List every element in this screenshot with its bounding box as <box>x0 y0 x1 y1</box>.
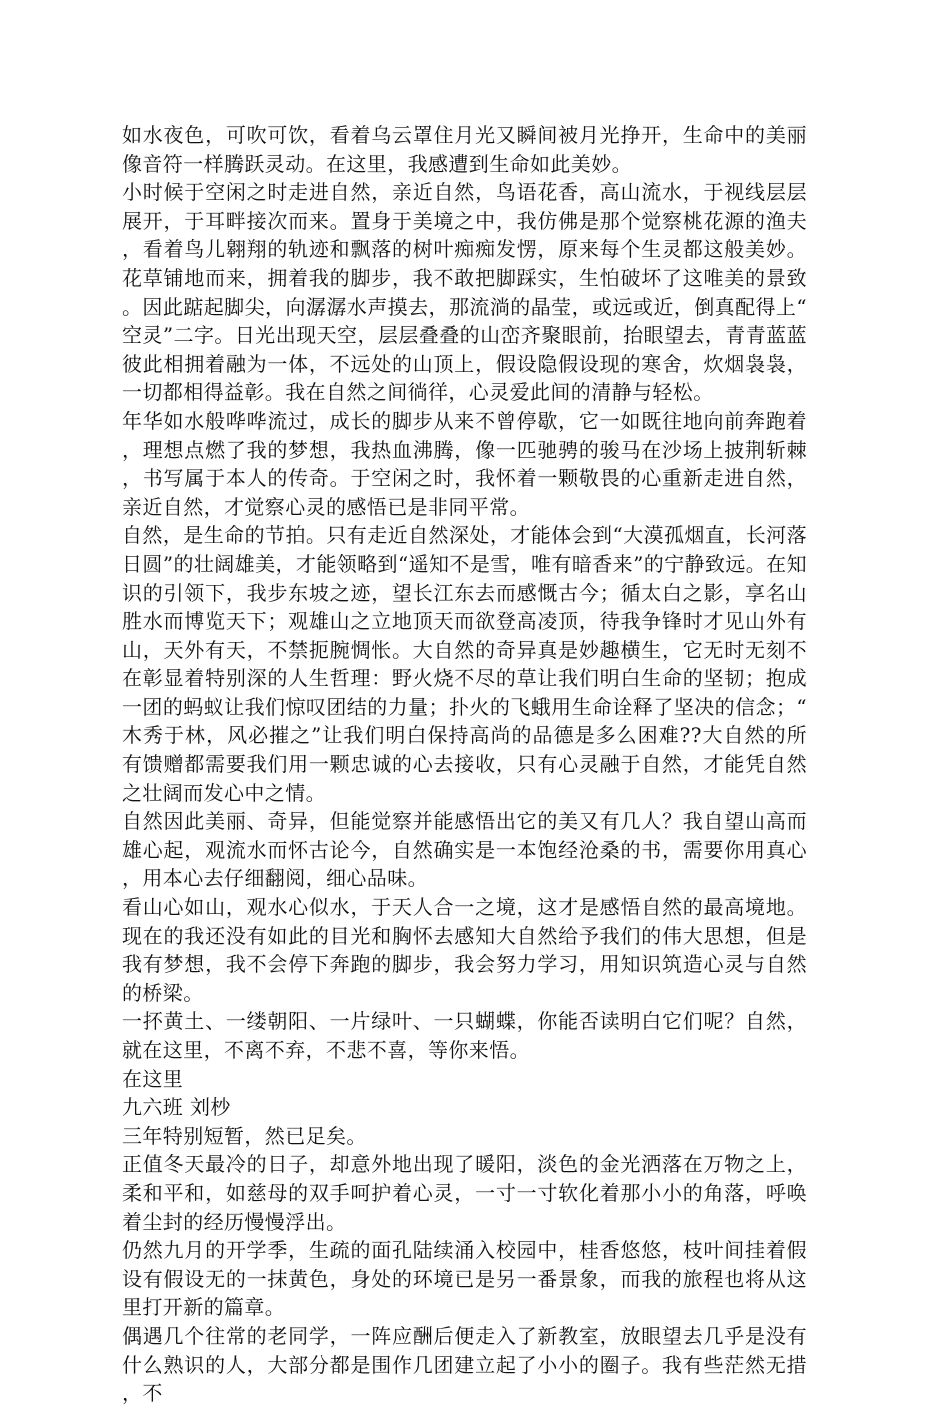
document-body <box>122 121 807 1408</box>
paragraph-new-classroom: 偶遇几个往常的老同学，一阵应酬后便走入了新教室，放眼望去几乎是没有什么熟识的人，大部分都是围作几团建立起了小小的圈子。我有些茫然无措，不 <box>122 1323 807 1406</box>
paragraph-youth-growth: 年华如水般哗哗流过，成长的脚步从来不曾停歇，它一如既往地向前奔跑着，理想点燃了我的梦想，我热血沸腾，像一匹驰骋的骏马在沙场上披荆斩棘，书写属于本人的传奇。于空闲之时，我怀着一颗敬畏的心重新走进自然，亲近自然，才觉察心灵的感悟已是非同平常。 <box>122 408 807 519</box>
paragraph-night-moon: 如水夜色，可吹可饮，看着乌云罩住月光又瞬间被月光挣开，生命中的美丽像音符一样腾跃灵动。在这里，我感遭到生命如此美妙。 <box>122 123 807 176</box>
essay-author: 九六班 刘杪 <box>122 1095 231 1120</box>
paragraph-highest-realm: 看山心如山，观水心似水，于天人合一之境，这才是感悟自然的最高境地。现在的我还没有如此的目光和胸怀去感知大自然给予我们的伟大思想，但是我有梦想，我不会停下奔跑的脚步，我会努力学习，用知识筑造心灵与自然的桥梁。 <box>122 895 807 1005</box>
paragraph-nature-rhythm: 自然，是生命的节拍。只有走近自然深处，才能体会到“大漠孤烟直，长河落日圆”的壮阔雄美，才能领略到“遥知不是雪，唯有暗香来”的宁静致远。在知识的引领下，我步东坡之迹，望长江东去而感慨古今；循太白之影，享名山胜水而博览天下；观雄山之立地顶天而欲登高凌顶，待我争锋时才见山外有山，天外有天，不禁扼腕惆怅。大自然的奇异真是妙趣横生，它无时无刻不在彰显着特别深的人生哲理：野火烧不尽的草让我们明白生命的坚韧；抱成一团的蚂蚁让我们惊叹团结的力量；扑火的飞蛾用生命诠释了坚决的信念；“木秀于林，风必摧之”让我们明白保持高尚的品德是多么困难??大自然的所有馈赠都需要我们用一颗忠诚的心去接收，只有心灵融于自然，才能凭自然之壮阔而发心中之情。 <box>122 523 807 805</box>
paragraph-three-years: 三年特别短暂，然已足矣。 <box>122 1123 367 1148</box>
paragraph-winter-sun: 正值冬天最冷的日子，却意外地出现了暖阳，淡色的金光洒落在万物之上，柔和平和，如慈母的双手呵护着心灵，一寸一寸软化着那小小的角落，呼唤着尘封的经历慢慢浮出。 <box>122 1152 807 1234</box>
essay-title: 在这里 <box>122 1066 184 1091</box>
paragraph-closing: 一抔黄土、一缕朝阳、一片绿叶、一只蝴蝶，你能否读明白它们呢？自然，就在这里，不离不弃，不悲不喜，等你来悟。 <box>122 1009 807 1062</box>
paragraph-childhood-nature: 小时候于空闲之时走进自然，亲近自然，鸟语花香，高山流水，于视线层层展开，于耳畔接次而来。置身于美境之中，我仿佛是那个觉察桃花源的渔夫，看着鸟儿翱翔的轨迹和飘落的树叶痴痴发愣，原来每个生灵都这般美妙。花草铺地而来，拥着我的脚步，我不敢把脚踩实，生怕破坏了这唯美的景致。因此踮起脚尖，向潺潺水声摸去，那流淌的晶莹，或远或近，倒真配得上“空灵”二字。日光出现天空，层层叠叠的山峦齐聚眼前，抬眼望去，青青蓝蓝彼此相拥着融为一体，不远处的山顶上，假设隐假设现的寒舍，炊烟袅袅，一切都相得益彰。我在自然之间徜徉，心灵爱此间的清静与轻松。 <box>122 180 807 405</box>
paragraph-nature-beauty: 自然因此美丽、奇异，但能觉察并能感悟出它的美又有几人？我自望山高而雄心起，观流水而怀古论今，自然确实是一本饱经沧桑的书，需要你用真心，用本心去仔细翻阅，细心品味。 <box>122 809 807 891</box>
paragraph-september: 仍然九月的开学季，生疏的面孔陆续涌入校园中，桂香悠悠，枝叶间挂着假设有假设无的一抹黄色，身处的环境已是另一番景象，而我的旅程也将从这里打开新的篇章。 <box>122 1238 807 1320</box>
